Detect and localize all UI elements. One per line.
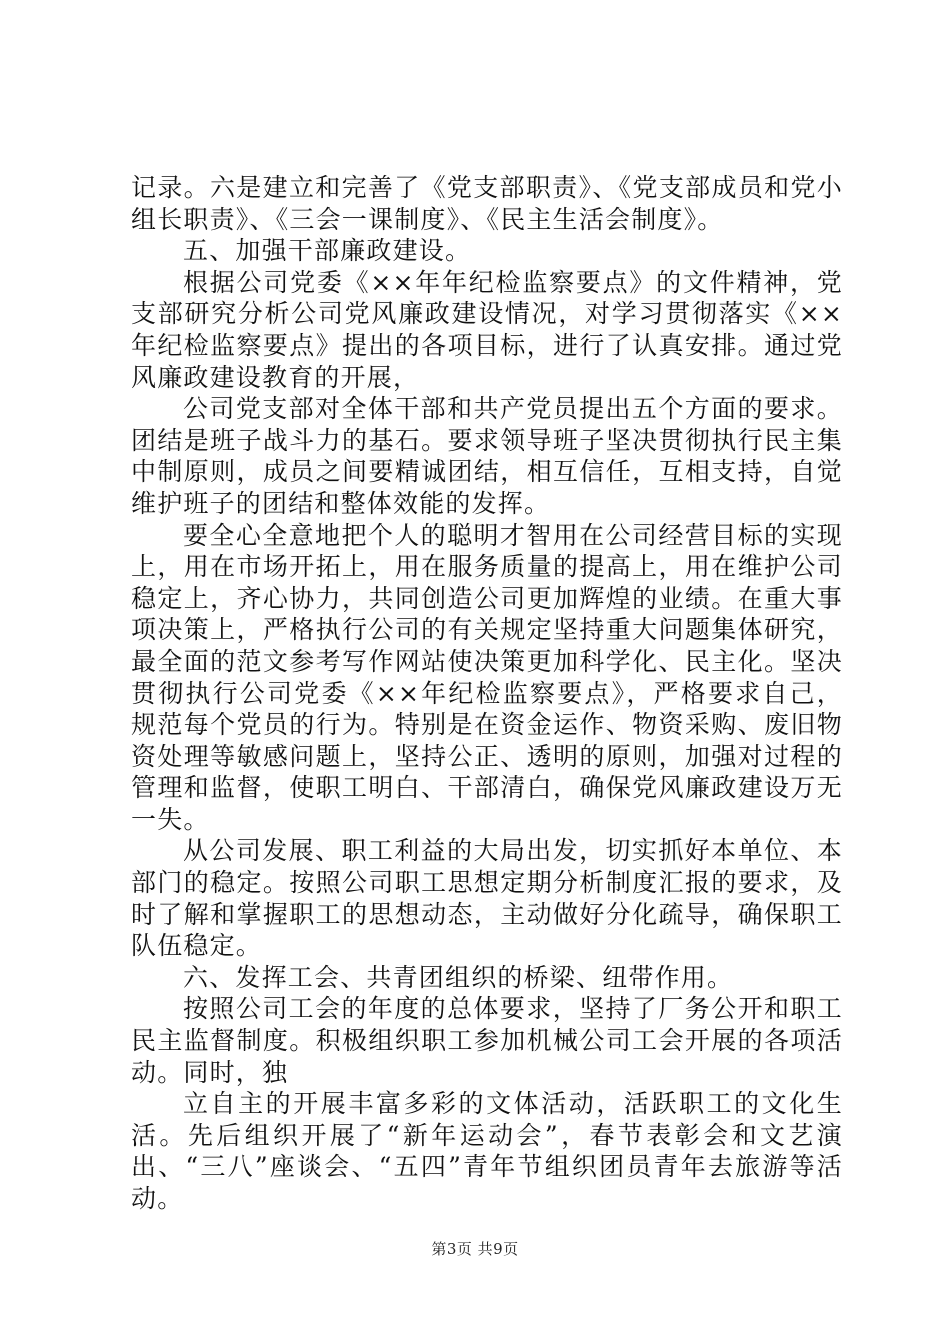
paragraph-6: 从公司发展、职工利益的大局出发，切实抓好本单位、本部门的稳定。按照公司职工思想定期分析制度汇报的要求，及时了解和掌握职工的思想动态，主动做好分化疏导，确保职工队伍稳定。 <box>131 836 843 961</box>
section-heading-6: 六、发挥工会、共青团组织的桥梁、纽带作用。 <box>183 962 734 992</box>
paragraph-8: 按照公司工会的年度的总体要求，坚持了厂务公开和职工民主监督制度。积极组织职工参加机械公司工会开展的各项活动。同时，独 <box>131 994 843 1087</box>
paragraph-9: 立自主的开展丰富多彩的文体活动，活跃职工的文化生活。先后组织开展了“新年运动会”，春节表彰会和文艺演出、“三八”座谈会、“五四”青年节组织团员青年去旅游等活动。 <box>131 1089 843 1213</box>
paragraph-1: 记录。六是建立和完善了《党支部职责》、《党支部成员和党小组长职责》、《三会一课制度》、《民主生活会制度》。 <box>131 173 843 234</box>
section-heading-5: 五、加强干部廉政建设。 <box>183 236 472 266</box>
page-footer: 第3页 共9页 <box>431 1240 519 1258</box>
document-body <box>131 172 843 1215</box>
paragraph-4: 公司党支部对全体干部和共产党员提出五个方面的要求。团结是班子战斗力的基石。要求领导班子坚决贯彻执行民主集中制原则，成员之间要精诚团结，相互信任，互相支持，自觉维护班子的团结和整体效能的发挥。 <box>131 394 843 518</box>
paragraph-5: 要全心全意地把个人的聪明才智用在公司经营目标的实现上，用在市场开拓上，用在服务质量的提高上，用在维护公司稳定上，齐心协力，共同创造公司更加辉煌的业绩。在重大事项决策上，严格执行公司的有关规定坚持重大问题集体研究，最全面的范文参考写作网站使决策更加科学化、民主化。坚决贯彻执行公司党委《××年纪检监察要点》，严格要求自己，规范每个党员的行为。特别是在资金运作、物资采购、废旧物资处理等敏感问题上，坚持公正、透明的原则，加强对过程的管理和监督，使职工明白、干部清白，确保党风廉政建设万无一失。 <box>131 520 843 834</box>
paragraph-3: 根据公司党委《××年年纪检监察要点》的文件精神，党支部研究分析公司党风廉政建设情况，对学习贯彻落实《××年纪检监察要点》提出的各项目标，进行了认真安排。通过党风廉政建设教育的开展， <box>131 267 843 392</box>
